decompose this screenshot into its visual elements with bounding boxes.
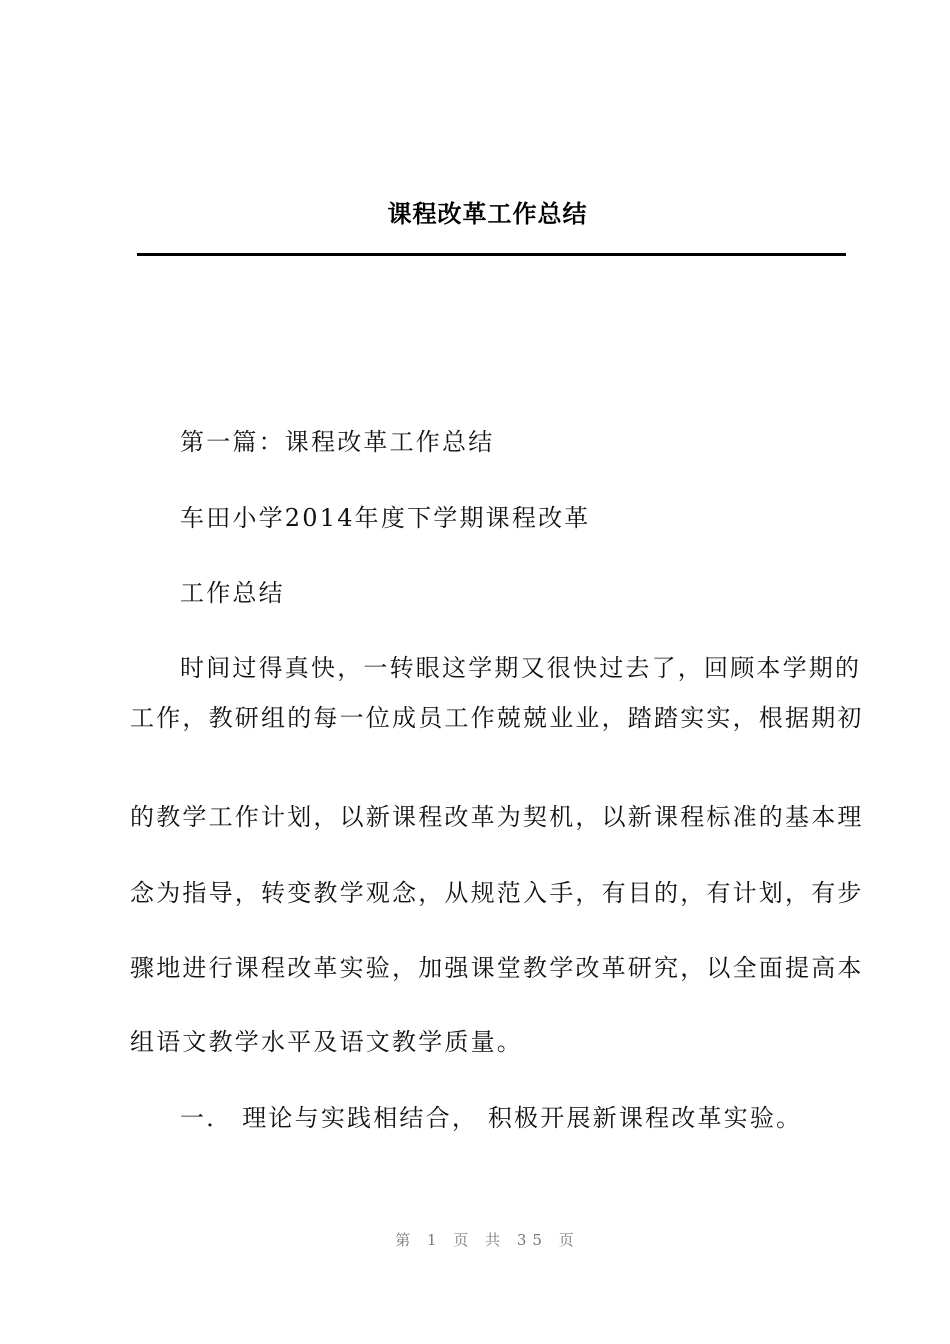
section-heading: 第一篇：课程改革工作总结 <box>180 428 495 456</box>
paragraph-line: 工作，教研组的每一位成员工作兢兢业业，踏踏实实，根据期初 <box>130 704 864 732</box>
school-subtitle: 车田小学2014年度下学期课程改革 <box>180 504 591 532</box>
paragraph-line: 时间过得真快，一转眼这学期又很快过去了，回顾本学期的 <box>180 654 862 682</box>
paragraph-line: 骤地进行课程改革实验，加强课堂教学改革研究，以全面提高本 <box>130 954 864 982</box>
paragraph-line: 组语文教学水平及语文教学质量。 <box>130 1028 523 1056</box>
document-title: 课程改革工作总结 <box>387 200 588 228</box>
paragraph-line: 念为指导，转变教学观念，从规范入手，有目的，有计划，有步 <box>130 879 864 907</box>
summary-subtitle: 工作总结 <box>180 579 285 607</box>
section-one-heading: 一． 理论与实践相结合， 积极开展新课程改革实验。 <box>180 1104 803 1132</box>
page-footer: 第 1 页 共 35 页 <box>395 1231 580 1249</box>
title-divider <box>137 253 846 256</box>
paragraph-line: 的教学工作计划，以新课程改革为契机，以新课程标准的基本理 <box>130 803 864 831</box>
